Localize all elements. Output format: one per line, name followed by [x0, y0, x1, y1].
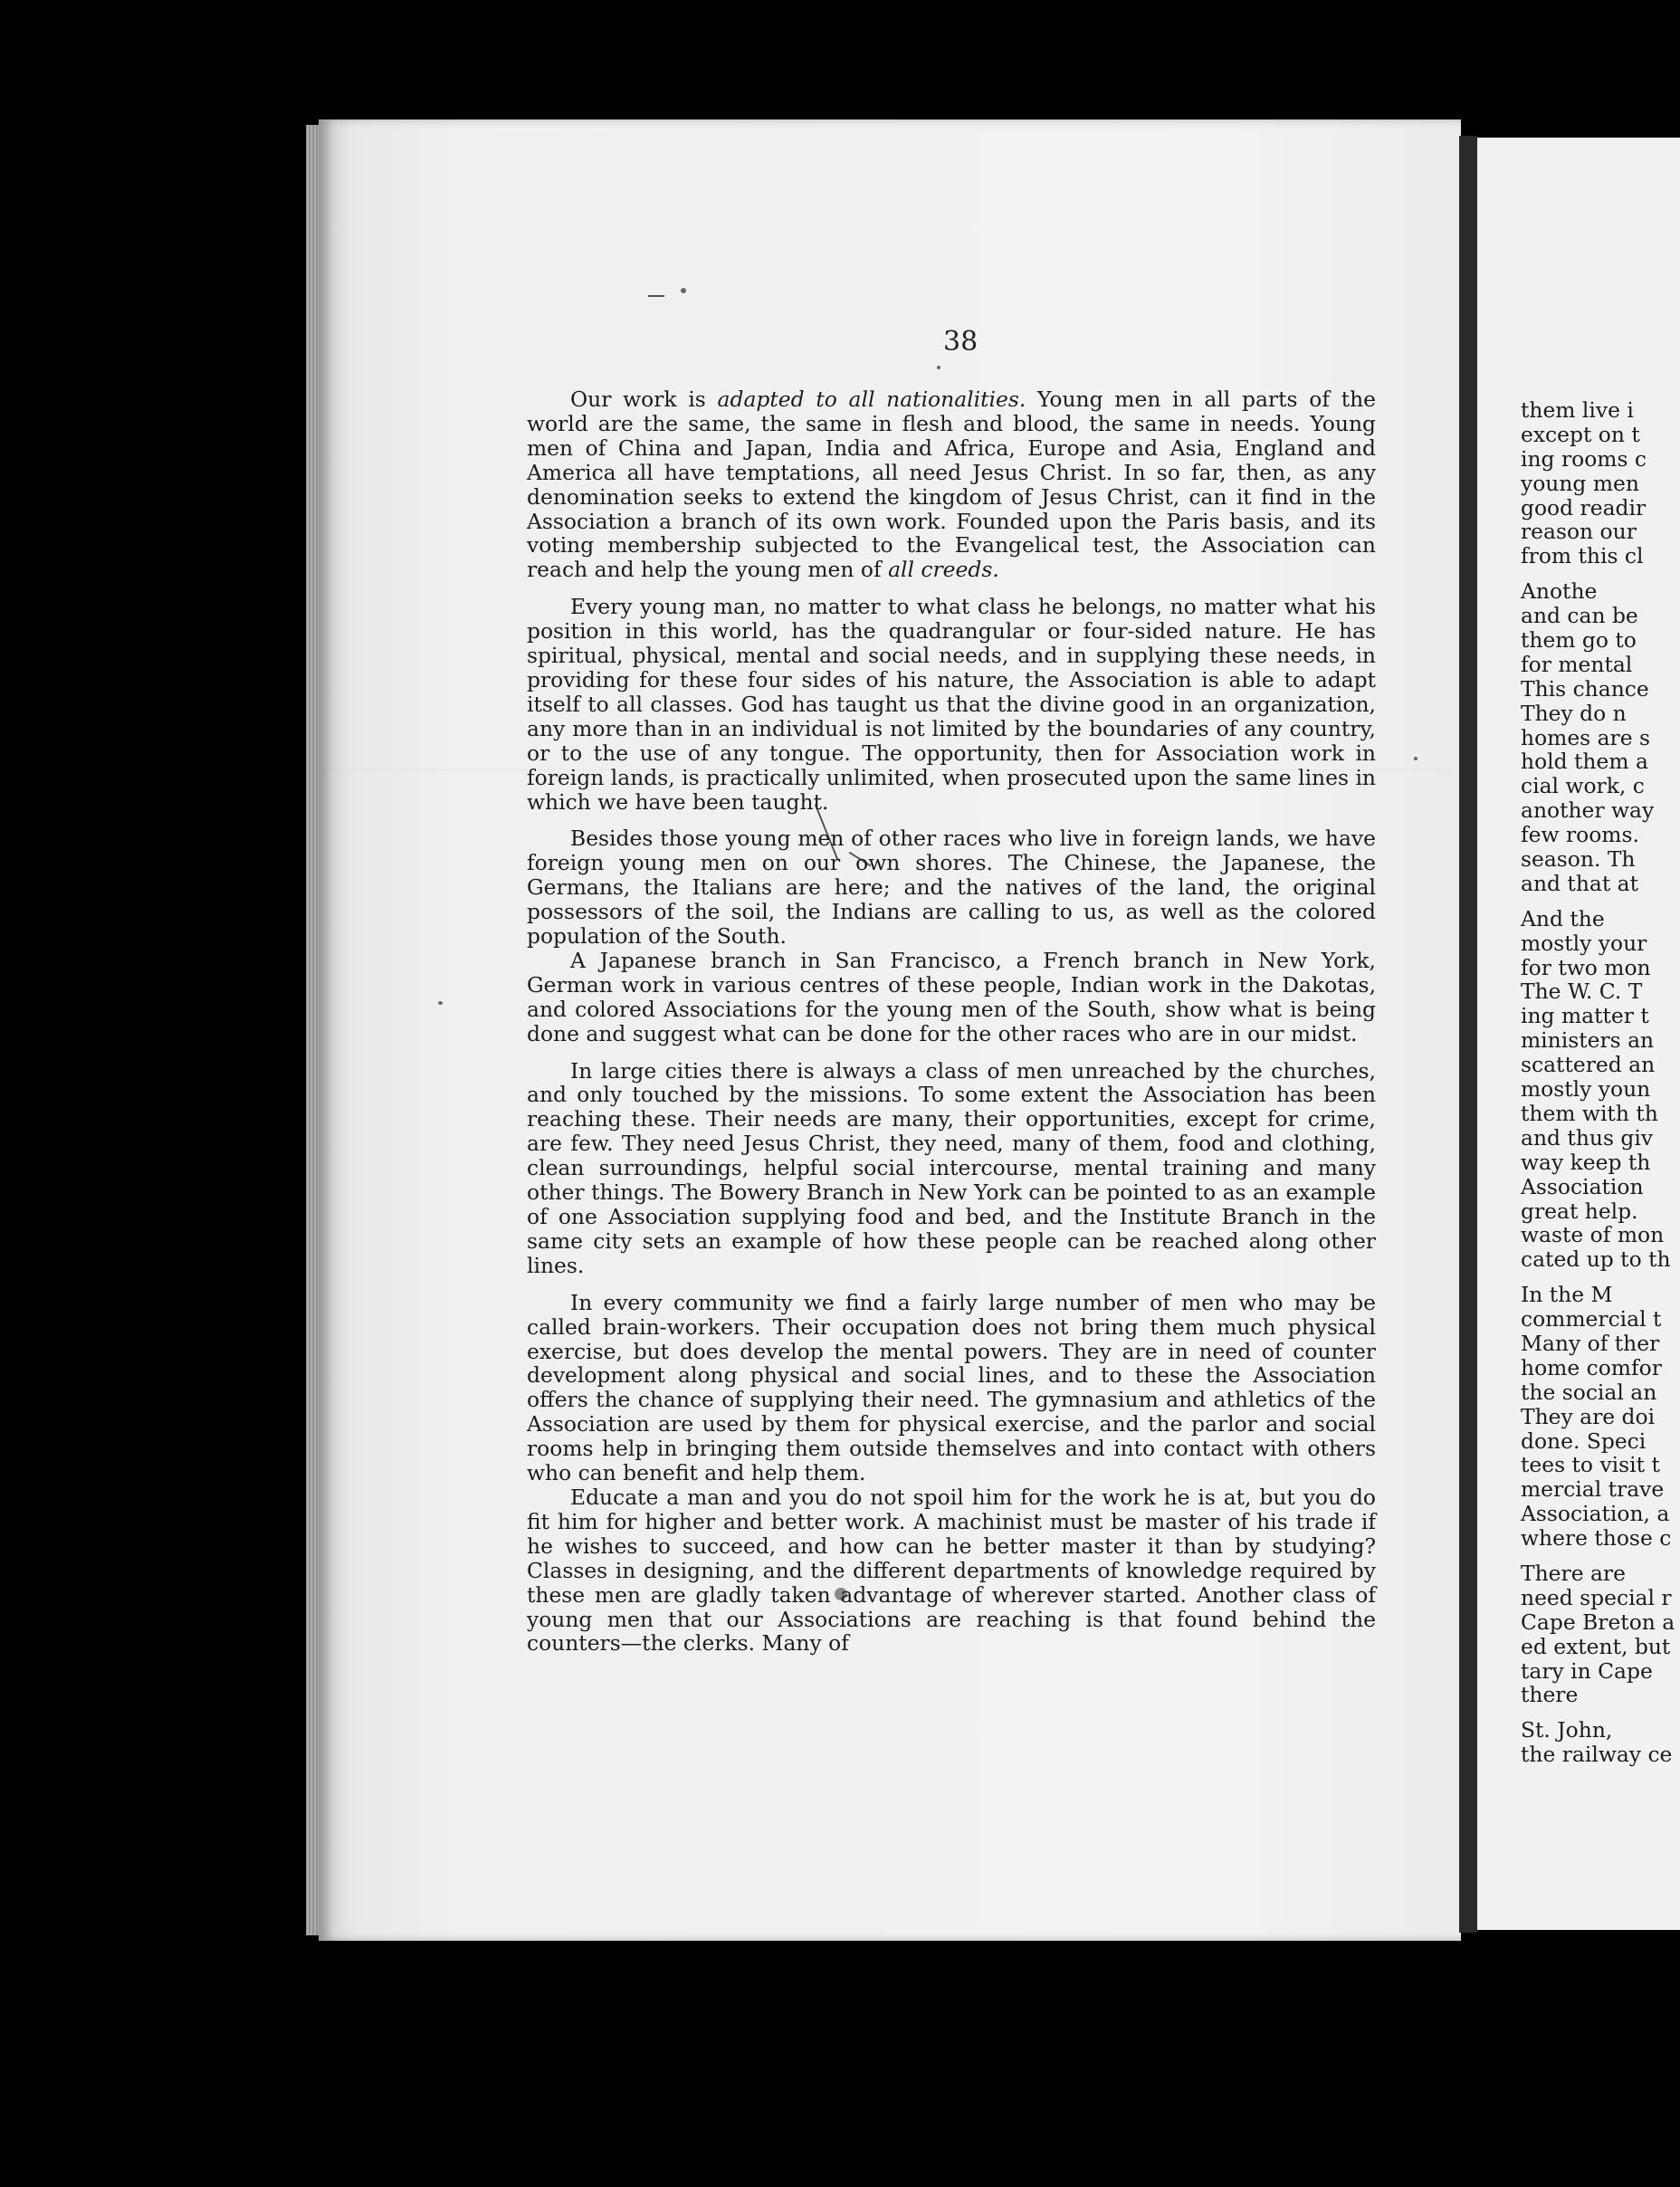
cropped-text-line: ing rooms c — [1521, 445, 1647, 472]
cropped-text-line: ing matter t — [1521, 1003, 1649, 1029]
cropped-text-line: St. John, — [1521, 1717, 1613, 1743]
page-number: 38 — [943, 326, 978, 358]
cropped-text-line: another way — [1521, 797, 1655, 824]
left-page-text — [527, 387, 1376, 1668]
cropped-text-line: reason our — [1521, 519, 1637, 545]
cropped-text-line: mostly youn — [1521, 1076, 1651, 1103]
cropped-text-line: tees to visit t — [1521, 1452, 1660, 1478]
text-run: Every young man, no matter to what class he belongs, no matter what his position in this world, has the quadrangular or four-sided nature. He has spiritual, physical, mental and social needs, and in supplying these needs, in providing for these four sides of his nature, the Association is able to adapt itself to all classes. God has taught us that the divine good in an organization, any more than in an individual is not limited by the boundaries of any country, or to the use of any tongue. The opportunity, then for Association work in foreign lands, is practically unlimited, when prosecuted upon the same lines in which we have been taught. — [527, 594, 1376, 815]
right-page-text — [1521, 398, 1680, 1767]
body-paragraph — [527, 949, 1376, 1046]
cropped-text-line: great help. — [1521, 1198, 1638, 1224]
body-paragraph — [527, 595, 1376, 814]
cropped-text-line: young men — [1521, 470, 1639, 496]
cropped-text-line: cated up to th — [1521, 1246, 1671, 1273]
body-paragraph — [527, 1059, 1376, 1278]
cropped-text-line: where those c — [1521, 1525, 1672, 1552]
cropped-text-line: tary in Cape — [1521, 1657, 1653, 1684]
cropped-text-line: and can be — [1521, 603, 1638, 629]
cropped-text-line: There are — [1521, 1560, 1626, 1586]
cropped-text-line: The W. C. T — [1521, 979, 1643, 1005]
cropped-text-line: need special r — [1521, 1584, 1672, 1610]
cropped-text-line: Association — [1521, 1173, 1644, 1199]
cropped-text-line: This chance — [1521, 675, 1649, 702]
text-run: Besides those young men of other races who live in foreign lands, we have foreign young men on our own shores. The Chinese, the Japanese, the Germans, the Italians are here; and the natives of the land, the original possessors of the soil, the Indians are calling to us, as well as the colored population of the South. — [527, 826, 1376, 950]
cropped-text-line: and thus giv — [1521, 1124, 1654, 1151]
cropped-text-line: the railway ce — [1521, 1742, 1673, 1768]
cropped-text-line: and that at — [1521, 870, 1639, 896]
cropped-text-line: good readir — [1521, 494, 1647, 520]
text-run: A Japanese branch in San Francisco, a French branch in New York, German work in various centres of these people, Indian work in the Dakotas, and colored Associations for the young men of the South, show what is being done and suggest what can be done for the other races who are in our midst. — [527, 947, 1376, 1046]
cropped-text-line: cial work, c — [1521, 773, 1645, 799]
cropped-text-line: commercial t — [1521, 1306, 1662, 1332]
cropped-text-line: done. Speci — [1521, 1428, 1647, 1454]
cropped-text-line: them go to — [1521, 627, 1637, 654]
cropped-text-line: ed extent, but — [1521, 1633, 1671, 1659]
body-paragraph — [527, 1485, 1376, 1656]
ink-speck — [937, 366, 940, 369]
text-run: Young men in all parts of the world are the same, the same in flesh and blood, the same in needs. Young men of China and Japan, India and Africa, Europe and Asia, England and America all have temptations, all need Jesus Christ. In so far, then, as any denomination seeks to extend the kingdom of Jesus Christ, can it find in the Association a branch of its own work. Founded upon the Paris basis, and its voting membership subjected to the Evangelical test, the Association can reach and help the young men of — [527, 387, 1377, 583]
cropped-text-line: way keep th — [1521, 1149, 1651, 1175]
cropped-text-line: They do n — [1521, 700, 1627, 726]
ink-speck — [438, 1001, 443, 1005]
cropped-text-line: They are doi — [1521, 1403, 1656, 1429]
cropped-text-line: waste of mon — [1521, 1222, 1665, 1248]
cropped-text-line: them with th — [1521, 1100, 1658, 1126]
cropped-text-line: hold them a — [1521, 749, 1648, 775]
cropped-text-line: except on t — [1521, 421, 1640, 447]
pencil-dash-mark — [648, 295, 664, 297]
cropped-text-line: home comfor — [1521, 1354, 1662, 1380]
cropped-text-line: the social an — [1521, 1379, 1657, 1405]
cropped-text-line: for two mon — [1521, 954, 1651, 980]
page-stack-edge — [306, 125, 319, 1935]
paragraph-gap — [1521, 896, 1680, 907]
text-run: Our work is — [570, 387, 718, 412]
cropped-text-line: few rooms. — [1521, 822, 1639, 848]
cropped-text-line: from this cl — [1521, 543, 1644, 569]
italic-phrase: all creeds. — [888, 557, 999, 583]
text-run: In large cities there is always a class of men unreached by the churches, and only touched by the missions. To some extent the Association has been reaching these. Their needs are many, their opportunities, except for crime, are few. They need Jesus Christ, they need, many of them, food and clothing, clean surroundings, helpful social intercourse, mental training and many other things. The Bowery Branch in New York can be pointed to as an example of one Association supplying food and bed, and the Institute Branch in the same city sets an example of how these people can be reached along other lines. — [527, 1057, 1376, 1278]
cropped-text-line: homes are s — [1521, 724, 1651, 750]
cropped-text-line: scattered an — [1521, 1052, 1656, 1078]
cropped-text-line: season. Th — [1521, 846, 1636, 873]
cropped-text-line: Cape Breton a — [1521, 1609, 1675, 1635]
cropped-text-line: mercial trave — [1521, 1476, 1665, 1503]
cropped-text-line: ministers an — [1521, 1027, 1655, 1054]
cropped-text-line: In the M — [1521, 1282, 1613, 1308]
text-run: In every community we find a fairly large number of men who may be called brain-workers. Their occupation does not bring them much physical exercise, but does develop the mental powers. They are in need of counter development along physical and social lines, and to these the Association offers the chance of supplying their need. The gymnasium and athletics of the Association are used by them for physical exercise, and the parlor and social rooms help in bringing them outside themselves and into contact with others who can benefit and help them. — [527, 1289, 1376, 1486]
cropped-text-line: for mental — [1521, 651, 1633, 677]
body-paragraph — [527, 1291, 1376, 1485]
cropped-text-line: them live i — [1521, 397, 1634, 423]
body-paragraph — [527, 387, 1376, 582]
cropped-text-line: And the — [1521, 905, 1605, 931]
cropped-text-line: there — [1521, 1682, 1579, 1708]
ink-speck — [681, 288, 686, 293]
text-run: Educate a man and you do not spoil him for the work he is at, but you do fit him for higher and better work. A machinist must be master of his trade if he wishes to succeed, and how can he better master it than by studying? Classes in designing, and the different departments of knowledge required by these men are gladly taken advantage of wherever started. Another class of young men that our Associations are reaching is that found behind the counters—the clerks. Many of — [527, 1484, 1376, 1657]
cropped-text-line: Anothe — [1521, 578, 1598, 605]
body-paragraph — [527, 826, 1376, 949]
cropped-text-line: Association, a — [1521, 1501, 1670, 1527]
italic-phrase: adapted to all nationalities. — [717, 387, 1026, 412]
ink-speck — [1414, 757, 1418, 760]
cropped-text-line: mostly your — [1521, 930, 1647, 956]
book-gutter — [1459, 136, 1477, 1933]
cropped-text-line: Many of ther — [1521, 1330, 1660, 1356]
